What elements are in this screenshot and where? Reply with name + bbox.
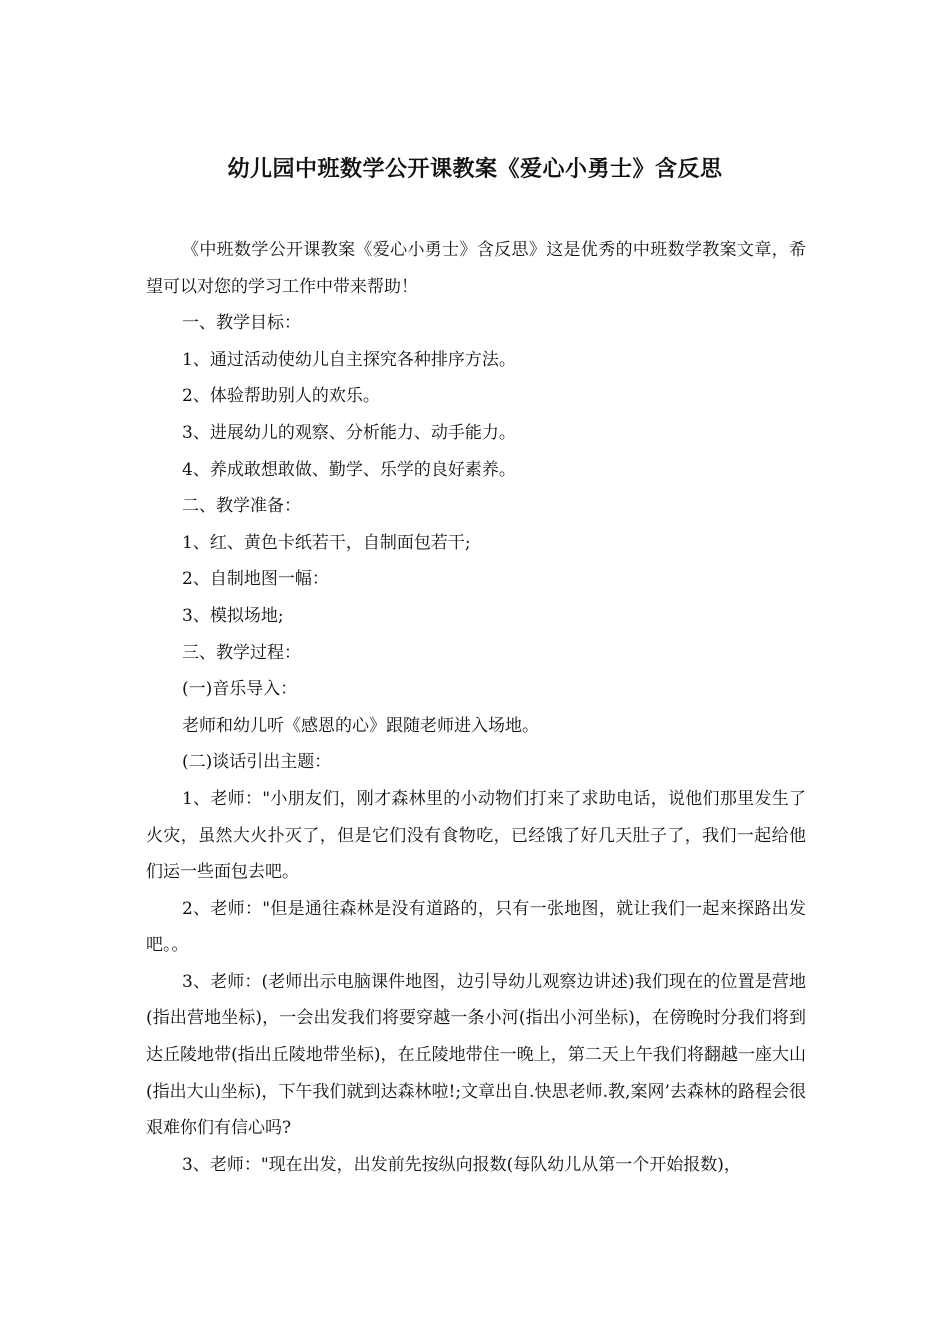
preparation-item-3: 3、模拟场地; <box>182 605 284 626</box>
process-step-1: 1、老师："小朋友们，刚才森林里的小动物们打来了求助电话，说他们那里发生了火灾，虽然大火扑灭了，但是它们没有食物吃，已经饿了好几天肚子了，我们一起给他们运一些面包去吧。 <box>146 788 806 883</box>
preparation-item-2: 2、自制地图一幅： <box>182 569 329 590</box>
subsection-music-intro: (一)音乐导入： <box>182 679 298 700</box>
music-intro-text: 老师和幼儿听《感恩的心》跟随老师进入场地。 <box>182 715 539 736</box>
document-title: 幼儿园中班数学公开课教案《爱心小勇士》含反思 <box>227 157 723 182</box>
goal-item-4: 4、养成敢想敢做、勤学、乐学的良好素养。 <box>182 459 516 480</box>
process-step-3: 3、老师：(老师出示电脑课件地图，边引导幼儿观察边讲述)我们现在的位置是营地(指出营地坐标)，一会出发我们将要穿越一条小河(指出小河坐标)，在傍晚时分我们将到达丘陵地带(指出丘陵地带坐标)，在丘陵地带住一晚上，第二天上午我们将翻越一座大山(指出大山坐标)，下午我们就到达森林啦!;文章出自.快思老师.教,案网’去森林的路程会很艰难你们有信心吗? <box>146 971 806 1139</box>
document-body <box>146 232 806 1183</box>
process-step-3b: 3、老师："现在出发，出发前先按纵向报数(每队幼儿从第一个开始报数)， <box>182 1154 741 1175</box>
subsection-discussion: (二)谈话引出主题： <box>182 752 332 773</box>
process-step-2: 2、老师："但是通往森林是没有道路的，只有一张地图，就让我们一起来探路出发吧。。 <box>146 898 806 956</box>
intro-paragraph: 《中班数学公开课教案《爱心小勇士》含反思》这是优秀的中班数学教案文章，希望可以对您的学习工作中带来帮助！ <box>146 240 806 297</box>
goal-item-2: 2、体验帮助别人的欢乐。 <box>182 386 380 407</box>
goal-item-3: 3、进展幼儿的观察、分析能力、动手能力。 <box>182 422 516 443</box>
goal-item-1: 1、通过活动使幼儿自主探究各种排序方法。 <box>182 349 516 370</box>
section-heading-preparation: 二、教学准备： <box>182 496 301 517</box>
section-heading-goals: 一、教学目标： <box>182 313 301 334</box>
preparation-item-1: 1、红、黄色卡纸若干，自制面包若干; <box>182 532 471 553</box>
section-heading-process: 三、教学过程： <box>182 642 301 663</box>
